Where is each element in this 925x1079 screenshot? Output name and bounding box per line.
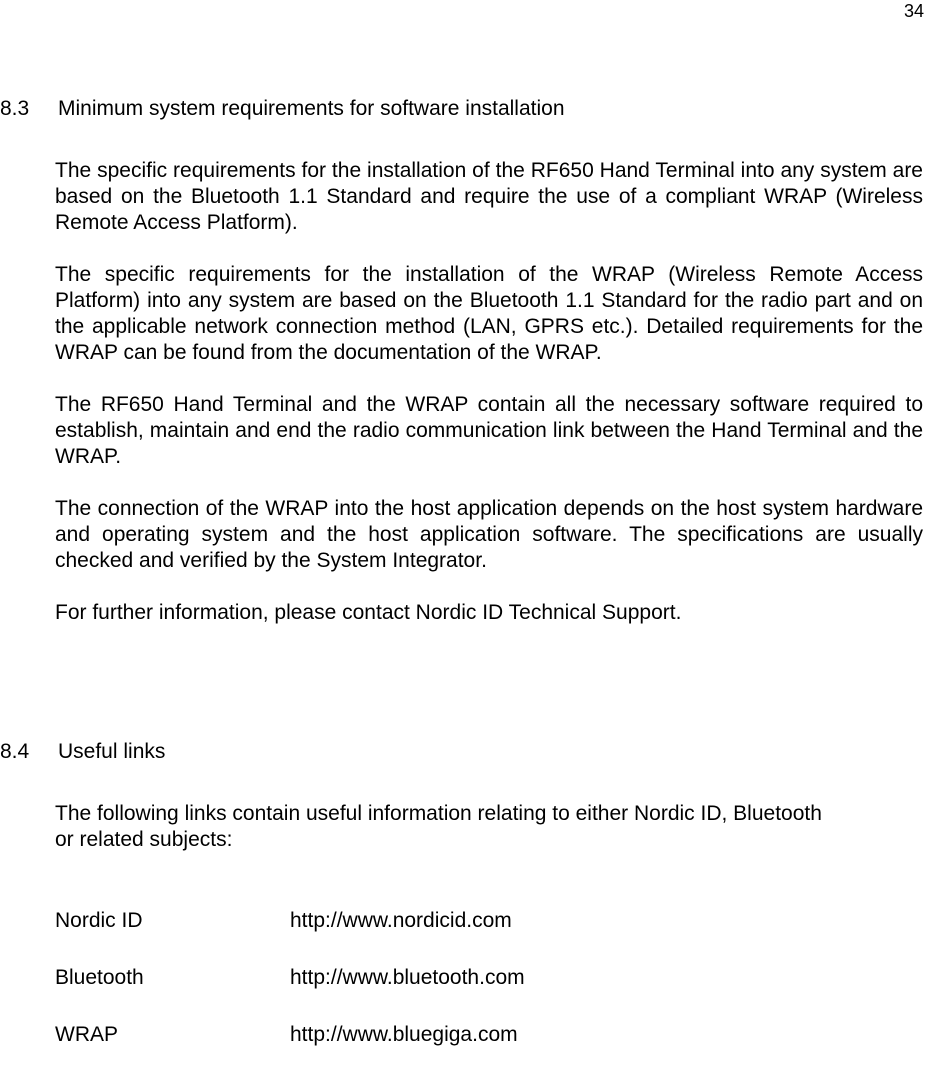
link-url[interactable]: http://www.nordicid.com <box>290 909 512 932</box>
section-number: 8.4 <box>0 740 30 763</box>
paragraph: The following links contain useful information relating to either Nordic ID, Bluetooth or related subjects: <box>55 802 822 851</box>
section-number: 8.3 <box>0 97 30 120</box>
section-heading-8-4 <box>0 739 165 765</box>
link-name: Bluetooth <box>55 966 144 989</box>
link-row-bluetooth <box>55 965 525 991</box>
link-url[interactable]: http://www.bluetooth.com <box>290 966 525 989</box>
link-url[interactable]: http://www.bluegiga.com <box>290 1023 518 1046</box>
page-number: 34 <box>903 1 924 21</box>
paragraph: For further information, please contact Nordic ID Technical Support. <box>55 601 682 624</box>
link-row-nordic-id <box>55 908 525 934</box>
paragraph: The RF650 Hand Terminal and the WRAP contain all the necessary software required to establish, maintain and end the radio communication link between the Hand Terminal and the WRAP. <box>55 393 923 468</box>
section-8-3-body <box>55 158 923 652</box>
link-name: Nordic ID <box>55 909 143 932</box>
section-heading-8-3 <box>0 96 565 122</box>
link-row-wrap <box>55 1022 525 1048</box>
section-title: Minimum system requirements for software installation <box>58 97 565 120</box>
links-list <box>55 908 525 1079</box>
paragraph: The specific requirements for the installation of the WRAP (Wireless Remote Access Platform) into any system are based on the Bluetooth 1.1 Standard for the radio part and on the applicable network connection method (LAN, GPRS etc.). Detailed requirements for the WRAP can be found from the documentation of the WRAP. <box>55 263 923 364</box>
section-title: Useful links <box>58 740 166 763</box>
paragraph: The connection of the WRAP into the host application depends on the host system hardware and operating system and the host application software. The specifications are usually checked and verified by the System Integrator. <box>55 497 923 572</box>
link-name: WRAP <box>55 1023 118 1046</box>
section-8-4-intro <box>55 801 845 879</box>
paragraph: The specific requirements for the installation of the RF650 Hand Terminal into any system are based on the Bluetooth 1.1 Standard and require the use of a compliant WRAP (Wireless Remote Access Platform). <box>55 159 923 234</box>
